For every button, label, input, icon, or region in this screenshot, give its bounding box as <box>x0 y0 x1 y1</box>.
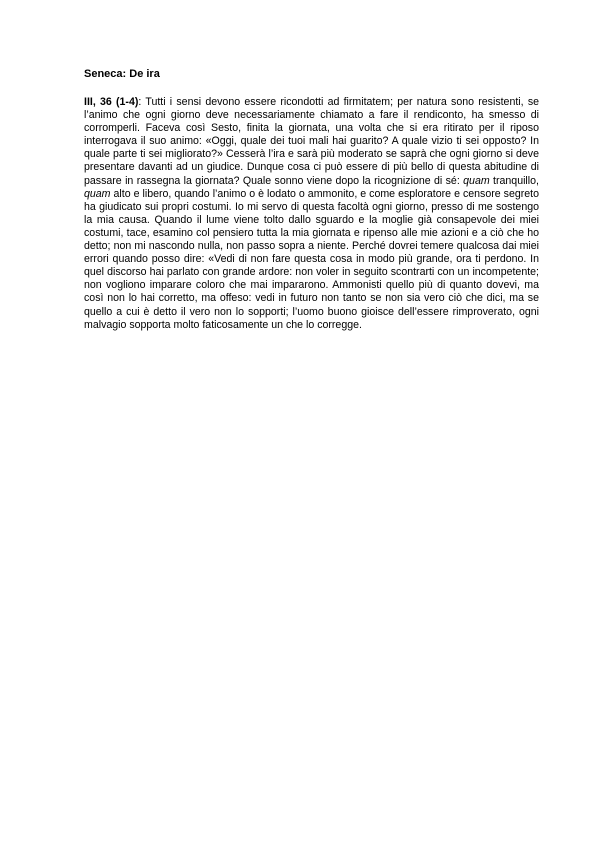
document-page <box>84 68 539 332</box>
passage-reference: III, 36 (1-4) <box>84 96 139 108</box>
passage-paragraph <box>84 96 539 332</box>
passage-text-segment: alto e libero, quando l’animo o è lodato o ammonito, e come esploratore e censore segreto ha giudicato sui propri costumi. Io mi servo di questa facoltà ogni giorno, presso di me sostengo la mia causa. Quando il lume viene tolto dallo sguardo e la moglie già consapevole dei miei costumi, tace, esamino col pensiero tutta la mia giornata e ripenso alle mie azioni e a ciò che ho detto; non mi nascondo nulla, non passo sopra a niente. Perché dovrei temere qualcosa dai miei errori quando posso dire: «Vedi di non fare questa cosa in modo più grande, ora ti perdono. In quel discorso hai parlato con grande ardore: non voler in seguito scontrarti con un incompetente; non vogliono imparare coloro che mai impararono. Ammonisti quello più di quanto dovevi, ma così non lo hai corretto, ma offeso: vedi in futuro non tanto se non sia vero ciò che dici, ma se quello a cui è detto il vero non lo sopporti; l’uomo buono gioisce dell’essere rimproverato, ogni malvagio sopporta molto faticosamente un che lo corregge. <box>84 187 539 331</box>
passage-text-segment: tranquillo, <box>489 174 539 187</box>
latin-word-quam: quam <box>463 174 490 187</box>
passage-text-segment: : Tutti i sensi devono essere ricondotti ad firmitatem; per natura sono resistenti, se l’animo che ogni giorno deve necessariamente chiamato a fare il rendiconto, ha smesso di corromperli. Faceva così Sesto, finita la giornata, una volta che si era ritirato per il riposo interrogava il suo animo: «Oggi, quale dei tuoi mali hai guarito? A quale vizio ti sei opposto? In quale parte ti sei migliorato?» Cesserà l’ira e sarà più moderato se saprà che ogni giorno si deve presentare davanti ad un giudice. Dunque cosa ci può essere di più bello di questa abitudine di passare in rassegna la giornata? Quale sonno viene dopo la ricognizione di sé: <box>84 96 540 187</box>
latin-word-quam: quam <box>84 187 111 200</box>
document-title: Seneca: De ira <box>84 68 160 80</box>
